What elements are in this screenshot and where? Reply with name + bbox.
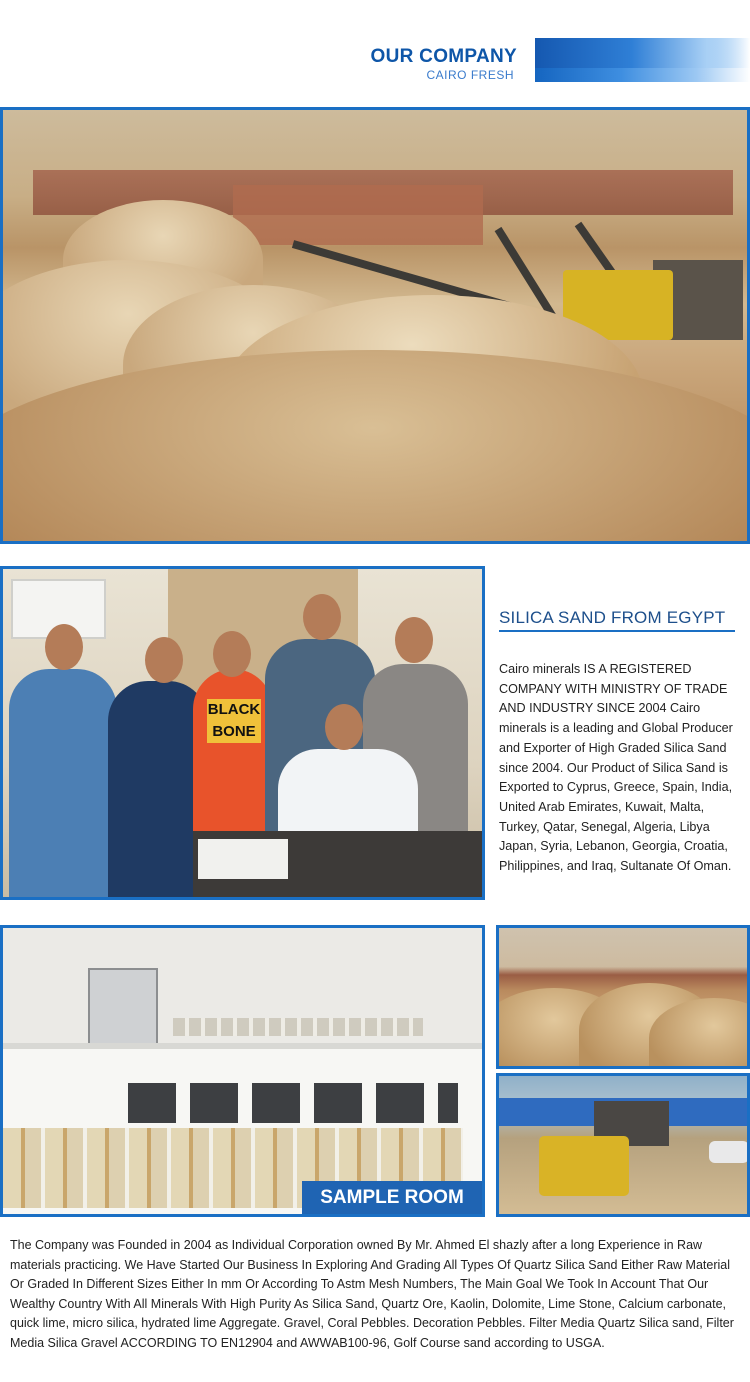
header-accent-bar-inner [535, 38, 750, 68]
team-member [9, 669, 117, 900]
brick-building [233, 185, 483, 245]
parked-car [709, 1141, 749, 1163]
desk-papers [198, 839, 288, 879]
team-member-head [213, 631, 251, 677]
sample-room-photo [0, 925, 485, 1217]
wheel-loader [539, 1136, 629, 1196]
team-member [193, 669, 273, 849]
page-subtitle: CAIRO FRESH [426, 68, 514, 82]
team-member-head [45, 624, 83, 670]
team-member-head [145, 637, 183, 683]
team-member-head [325, 704, 363, 750]
sieve-drums [128, 1083, 458, 1123]
page-title: OUR COMPANY [370, 46, 517, 67]
section-title-underline [499, 630, 735, 632]
team-photo [0, 566, 485, 900]
shirt-print: BLACK BONE [207, 699, 261, 743]
section-title: SILICA SAND FROM EGYPT [499, 608, 726, 627]
sample-room-label: SAMPLE ROOM [302, 1181, 482, 1214]
sand-plant-photo [0, 107, 750, 544]
sample-bottles-row [173, 1018, 423, 1036]
about-text: Cairo minerals IS A REGISTERED COMPANY WITH MINISTRY OF TRADE AND INDUSTRY SINCE 2004 Cairo minerals is a leading and Global Producer and Exporter of High Graded Silica Sand since 2004. Our Product of Silica Sand is Exported to Cyprus, Greece, Spain, India, United Arab Emirates, Kuwait, Malta, Turkey, Qatar, Senegal, Algeria, Libya Japan, Syria, Lebanon, Georgia, Croatia, Philippines, and Iraq, Sultanate Of Oman. [499, 662, 733, 874]
team-member-head [303, 594, 341, 640]
company-history-text: The Company was Founded in 2004 as Individual Corporation owned By Mr. Ahmed El shazly after a long Experience in Raw materials practicing. We Have Started Our Business In Exploring And Grading All Types Of Quartz Silica Sand Either Raw Material Or Graded In Different Sizes Either In mm Or According To Astm Mesh Numbers, The Main Goal We Took In Account That Our Wealthy Country With All Minerals With High Purity As Silica Sand, Quartz Ore, Kaolin, Dolomite, Lime Stone, Calcium carbonate, quick lime, micro silica, hydrated lime Aggregate. Gravel, Coral Pebbles. Decoration Pebbles. Filter Media Quartz Silica sand, Filter Media Silica Gravel ACCORDING TO EN12904 and AWWAB100-96, Golf Course sand according to USGA. [10, 1238, 734, 1350]
sand-field-photo [496, 925, 750, 1069]
sand-pile-foreground [0, 350, 750, 544]
loader-photo [496, 1073, 750, 1217]
team-member-head [395, 617, 433, 663]
